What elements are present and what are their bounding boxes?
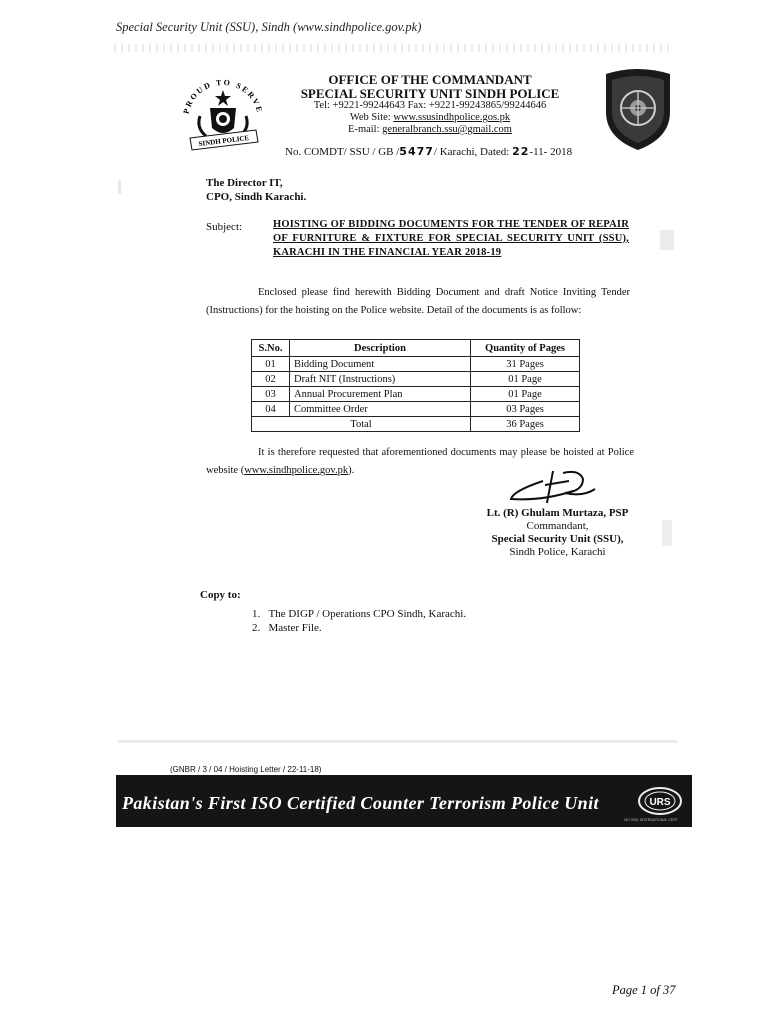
total-value: 36 Pages [471, 417, 580, 432]
cell-sno: 02 [252, 372, 290, 387]
header-sno: S.No. [252, 340, 290, 357]
unit-title: SPECIAL SECURITY UNIT SINDH POLICE [300, 86, 560, 101]
ref-prefix: No. COMDT/ SSU / GB / [285, 146, 400, 158]
table-row [252, 357, 580, 372]
scan-speck [660, 230, 674, 250]
running-header: Special Security Unit (SSU), Sindh (www.sindhpolice.gov.pk) [116, 20, 422, 34]
iso-logo-letters: URS [649, 797, 671, 808]
copy-to-item-1: 1. The DIGP / Operations CPO Sindh, Karachi. [252, 608, 467, 620]
contact-website [250, 112, 610, 123]
body-paragraph-1: Enclosed please find herewith Bidding Document and draft Notice Inviting Tender (Instructions) for the hoisting on the Police website. Detail of the documents is as follow: [206, 287, 630, 316]
page-number: Page 1 of 37 [612, 983, 676, 997]
cell-quantity: 01 Page [471, 387, 580, 402]
contact-email [250, 124, 610, 135]
contact-phone: Tel: +9221-99244643 Fax: +9221-99243865/99244646 [313, 100, 547, 111]
email-link[interactable]: generalbranch.ssu@gmail.com [382, 124, 512, 135]
cell-sno: 03 [252, 387, 290, 402]
scan-speck [118, 180, 121, 194]
signer-location: Sindh Police, Karachi [509, 546, 606, 558]
header-quantity: Quantity of Pages [471, 340, 580, 357]
police-website-link[interactable]: www.sindhpolice.gov.pk [244, 465, 349, 476]
website-label: Web Site: [349, 112, 394, 123]
para2-end: ). [348, 465, 355, 476]
table-row [252, 402, 580, 417]
cell-description: Annual Procurement Plan [290, 387, 471, 402]
cell-sno: 01 [252, 357, 290, 372]
documents-table [251, 339, 580, 432]
scan-speck [662, 520, 672, 546]
scan-noise [114, 44, 674, 52]
header-description: Description [290, 340, 471, 357]
ref-day: 22 [512, 145, 530, 158]
cell-description: Committee Order [290, 402, 471, 417]
ref-date-rest: -11- 2018 [529, 146, 573, 158]
signer-title: Commandant, [526, 520, 589, 532]
cell-quantity: 01 Page [471, 372, 580, 387]
iso-caption: ISO 9001 INTERNATIONAL CERT [624, 818, 678, 822]
emblem-arc-text: PROUD TO SERVE [181, 77, 265, 115]
ssu-shield-icon [600, 68, 676, 152]
ref-number: 5477 [399, 145, 434, 158]
ref-middle: / Karachi, Dated: [433, 146, 510, 158]
addressee-line1: The Director IT, [206, 177, 283, 189]
office-title: OFFICE OF THE COMMANDANT [328, 72, 532, 87]
handwritten-signature [503, 467, 603, 509]
copy-to-item-2: 2. Master File. [252, 622, 322, 634]
addressee-line2: CPO, Sindh Karachi. [206, 191, 307, 203]
emblem-ribbon-text: SINDH POLICE [198, 133, 250, 149]
copy-to-label: Copy to: [200, 589, 241, 601]
reference-line [285, 145, 572, 158]
cell-quantity: 31 Pages [471, 357, 580, 372]
cell-description: Draft NIT (Instructions) [290, 372, 471, 387]
website-link[interactable]: www.ssusindhpolice.gos.pk [393, 112, 511, 123]
cell-description: Bidding Document [290, 357, 471, 372]
signer-unit: Special Security Unit (SSU), [491, 533, 624, 545]
subject-label: Subject: [206, 221, 243, 233]
addressee [206, 176, 306, 204]
para2-text: It is therefore requested that aforementioned documents may please be hoisted at Police website ( [206, 447, 634, 476]
subject-text: HOISTING OF BIDDING DOCUMENTS FOR THE TENDER OF REPAIR OF FURNITURE & FIXTURE FOR SPECIAL SECURITY UNIT (SSU), KARACHI IN THE FINANCIAL YEAR 2018-19 [273, 219, 629, 258]
table-header-row [252, 340, 580, 357]
table-total-row [252, 417, 580, 432]
file-reference: (GNBR / 3 / 04 / Hoisting Letter / 22-11-18) [170, 765, 322, 774]
cell-sno: 04 [252, 402, 290, 417]
signer-name: Lt. (R) Ghulam Murtaza, PSP [486, 507, 629, 519]
total-label: Total [252, 417, 471, 432]
copy-to-item-2-text: Master File. [268, 622, 322, 634]
cell-quantity: 03 Pages [471, 402, 580, 417]
table-row [252, 387, 580, 402]
iso-certification-icon [636, 786, 684, 816]
table-row [252, 372, 580, 387]
copy-to-item-1-text: The DIGP / Operations CPO Sindh, Karachi. [268, 608, 467, 620]
banner-text: Pakistan's First ISO Certified Counter Terrorism Police Unit [122, 793, 599, 813]
scan-speck [118, 740, 678, 743]
email-label: E-mail: [348, 124, 383, 135]
